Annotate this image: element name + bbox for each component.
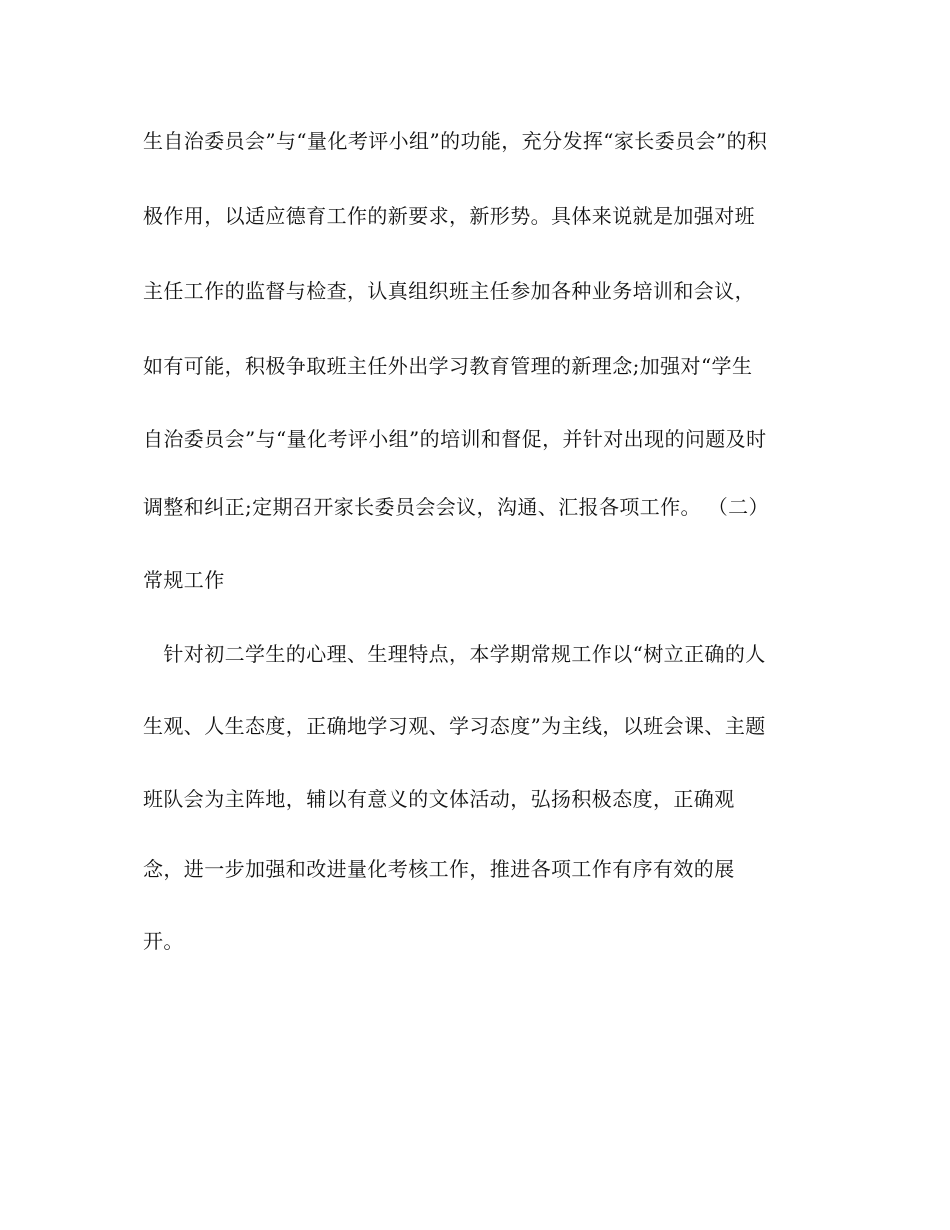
text-line: 生自治委员会”与“量化考评小组”的功能，充分发挥“家长委员会”的积 [143, 129, 768, 153]
text-line: 极作用，以适应德育工作的新要求，新形势。具体来说就是加强对班 [143, 204, 755, 228]
text-line: 主任工作的监督与检查，认真组织班主任参加各种业务培训和会议， [143, 279, 755, 303]
text-line: 如有可能，积极争取班主任外出学习教育管理的新理念;加强对“学生 [143, 354, 753, 378]
text-line: 自治委员会”与“量化考评小组”的培训和督促，并针对出现的问题及时 [143, 427, 767, 451]
text-line: 调整和纠正;定期召开家长委员会会议，沟通、汇报各项工作。 （二） [143, 495, 769, 519]
text-line: 开。 [143, 929, 184, 953]
text-line: 针对初二学生的心理、生理特点，本学期常规工作以“树立正确的人 [143, 642, 766, 666]
text-line: 生观、人生态度，正确地学习观、学习态度”为主线，以班会课、主题 [143, 714, 766, 738]
text-line: 念，进一步加强和改进量化考核工作，推进各项工作有序有效的展 [143, 857, 735, 881]
text-line: 班队会为主阵地，辅以有意义的文体活动，弘扬积极态度，正确观 [143, 787, 735, 811]
section-heading: 常规工作 [143, 568, 225, 592]
